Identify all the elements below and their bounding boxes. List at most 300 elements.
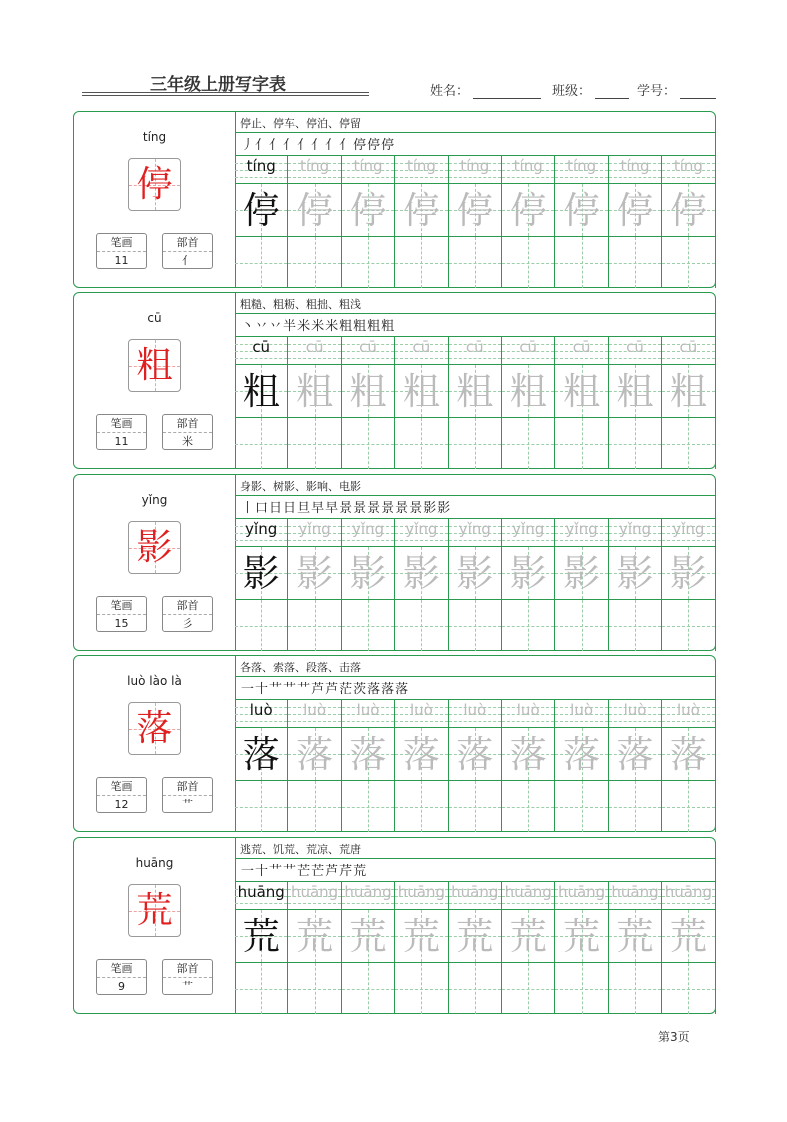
pinyin-trace: yǐng — [672, 520, 705, 538]
empty-practice-cell[interactable] — [449, 417, 502, 469]
character-practice-cell[interactable] — [502, 727, 555, 780]
character-trace: 粗 — [349, 370, 387, 413]
character-pinyin: yǐng — [141, 493, 168, 507]
character-trace: 落 — [669, 733, 707, 776]
pinyin-practice-cell[interactable] — [609, 700, 662, 727]
stroke-step: 亻 — [255, 138, 270, 153]
empty-practice-cell[interactable] — [342, 236, 395, 288]
stroke-step: 茫 — [339, 682, 354, 697]
character-practice-cell[interactable] — [449, 364, 502, 417]
character-trace: 荒 — [616, 915, 654, 958]
pinyin-practice-cell[interactable] — [662, 700, 715, 727]
stroke-step: 落 — [395, 682, 410, 697]
stroke-count-value: 15 — [114, 617, 129, 630]
stroke-step: 艹 — [269, 682, 284, 697]
grid-guide — [421, 781, 422, 832]
pinyin-trace: cū — [465, 338, 484, 356]
pinyin-practice-cell[interactable] — [395, 700, 448, 727]
pinyin-trace: cū — [359, 338, 377, 356]
character-pinyin: tíng — [142, 130, 167, 144]
character-trace: 影 — [563, 552, 601, 595]
empty-practice-cell[interactable] — [662, 236, 715, 288]
pinyin-practice-cell[interactable] — [662, 882, 715, 909]
example-words: 逃荒、饥荒、荒凉、荒唐 — [240, 843, 361, 856]
empty-practice-cell[interactable] — [449, 780, 502, 832]
empty-practice-cell[interactable] — [449, 236, 502, 288]
character-practice-cell[interactable] — [662, 183, 715, 236]
pinyin-trace: tíng — [460, 157, 490, 175]
character-practice-cell[interactable] — [235, 183, 288, 236]
character-trace: 影 — [669, 552, 707, 595]
empty-practice-cell[interactable] — [342, 599, 395, 651]
character-practice-cell[interactable] — [502, 183, 555, 236]
character-practice-cell[interactable] — [395, 546, 448, 599]
empty-practice-cell[interactable] — [288, 780, 341, 832]
empty-practice-cell[interactable] — [395, 780, 448, 832]
radical-value: 米 — [182, 435, 193, 448]
character-glyph: 荒 — [136, 890, 173, 931]
stroke-step: 米 — [311, 319, 326, 334]
pinyin-practice-cell[interactable] — [395, 882, 448, 909]
empty-practice-cell[interactable] — [555, 962, 608, 1014]
pinyin-guide-line — [288, 903, 340, 904]
pinyin-guide-line — [288, 721, 340, 722]
character-practice-cell[interactable] — [449, 909, 502, 962]
stroke-step: 亻 — [339, 138, 354, 153]
stroke-count-box — [96, 414, 147, 450]
pinyin-guide-line — [235, 177, 287, 178]
grid-guide — [582, 237, 583, 288]
grid-guide — [688, 963, 689, 1014]
grid-guide — [368, 781, 369, 832]
pinyin-practice-cell[interactable] — [449, 337, 502, 364]
stroke-step: 艹 — [283, 682, 298, 697]
pinyin-guide-line — [449, 358, 501, 359]
character-info-panel — [74, 293, 236, 468]
pinyin-practice-cell[interactable] — [235, 519, 288, 546]
character-practice-cell[interactable] — [395, 727, 448, 780]
pinyin-practice-cell[interactable] — [288, 337, 341, 364]
empty-practice-cell[interactable] — [609, 236, 662, 288]
pinyin-guide-line — [288, 540, 340, 541]
pinyin-trace: yǐng — [458, 520, 491, 538]
character-practice-cell[interactable] — [449, 183, 502, 236]
stroke-step: 落 — [381, 682, 396, 697]
empty-practice-cell[interactable] — [395, 417, 448, 469]
character-practice-cell[interactable] — [235, 909, 288, 962]
stroke-step: 芦 — [325, 682, 340, 697]
grid-guide — [315, 237, 316, 288]
character-practice-cell[interactable] — [449, 727, 502, 780]
pinyin-guide-line — [502, 358, 554, 359]
grid-guide — [368, 418, 369, 469]
character-trace: 粗 — [616, 370, 654, 413]
character-trace: 停 — [509, 189, 547, 232]
character-practice-cell[interactable] — [662, 546, 715, 599]
pinyin-practice-cell[interactable] — [288, 156, 341, 183]
grid-guide — [368, 237, 369, 288]
practice-panel — [235, 656, 715, 831]
empty-practice-cell[interactable] — [502, 962, 555, 1014]
grid-guide — [688, 418, 689, 469]
pinyin-guide-line — [395, 903, 447, 904]
pinyin-practice-cell[interactable] — [609, 882, 662, 909]
pinyin-guide-line — [235, 721, 287, 722]
character-glyph: 停 — [136, 164, 173, 205]
stroke-step: 亻 — [325, 138, 340, 153]
example-words: 各落、索落、段落、击落 — [240, 661, 361, 674]
pinyin-practice-cell[interactable] — [449, 519, 502, 546]
empty-practice-cell[interactable] — [235, 417, 288, 469]
empty-practice-cell[interactable] — [395, 236, 448, 288]
stroke-count-box — [96, 777, 147, 813]
empty-practice-cell[interactable] — [609, 599, 662, 651]
pinyin-trace: yǐng — [405, 520, 438, 538]
pinyin-guide-line — [555, 903, 607, 904]
empty-practice-cell[interactable] — [395, 599, 448, 651]
stroke-step: 丨 — [241, 501, 256, 516]
character-practice-cell[interactable] — [609, 546, 662, 599]
pinyin-guide-line — [555, 358, 607, 359]
stroke-step: 停 — [381, 138, 396, 153]
pinyin-practice-cell[interactable] — [555, 700, 608, 727]
empty-practice-cell[interactable] — [342, 417, 395, 469]
character-practice-cell[interactable] — [342, 727, 395, 780]
empty-practice-cell[interactable] — [395, 962, 448, 1014]
pinyin-trace: yǐng — [512, 520, 545, 538]
character-trace: 荒 — [563, 915, 601, 958]
title-underline — [82, 92, 369, 93]
pinyin-practice-cell[interactable] — [502, 700, 555, 727]
empty-practice-cell[interactable] — [449, 599, 502, 651]
radical-value: 彡 — [182, 617, 193, 630]
empty-practice-cell[interactable] — [662, 417, 715, 469]
grid-guide — [528, 781, 529, 832]
pinyin-practice-cell[interactable] — [235, 700, 288, 727]
character-practice-cell[interactable] — [449, 546, 502, 599]
writing-grid — [235, 337, 716, 469]
pinyin-practice-cell[interactable] — [502, 882, 555, 909]
empty-practice-cell[interactable] — [502, 780, 555, 832]
pinyin-practice-cell[interactable] — [235, 882, 288, 909]
character-practice-cell[interactable] — [662, 909, 715, 962]
stroke-step: 停 — [353, 138, 368, 153]
character-card — [73, 474, 716, 651]
pinyin-practice-cell[interactable] — [609, 519, 662, 546]
pinyin-practice-cell[interactable] — [449, 700, 502, 727]
character-practice-cell[interactable] — [555, 364, 608, 417]
character-trace: 落 — [296, 733, 334, 776]
pinyin-practice-cell[interactable] — [662, 156, 715, 183]
character-practice-cell[interactable] — [609, 727, 662, 780]
pinyin-practice-cell[interactable] — [395, 156, 448, 183]
empty-practice-cell[interactable] — [449, 962, 502, 1014]
empty-practice-cell[interactable] — [288, 599, 341, 651]
pinyin-practice-cell[interactable] — [662, 337, 715, 364]
radical-value: 艹 — [182, 798, 193, 811]
pinyin-guide-line — [662, 540, 714, 541]
pinyin-trace: cū — [626, 338, 644, 356]
pinyin-practice-cell[interactable] — [342, 337, 395, 364]
empty-practice-cell[interactable] — [609, 962, 662, 1014]
pinyin-guide-line — [342, 177, 394, 178]
pinyin-guide-line — [502, 540, 554, 541]
empty-practice-cell[interactable] — [342, 780, 395, 832]
example-words: 停止、停车、停泊、停留 — [240, 117, 361, 130]
pinyin-trace: huāng — [664, 883, 712, 901]
divider — [235, 132, 715, 133]
pinyin-guide-line — [288, 177, 340, 178]
student-number-label: 学号： — [637, 84, 677, 99]
stroke-count-label: 笔画 — [97, 960, 146, 978]
character-practice-cell[interactable] — [555, 546, 608, 599]
pinyin-trace: huāng — [504, 883, 552, 901]
pinyin-trace: cū — [412, 338, 431, 356]
grid-guide — [635, 418, 636, 469]
character-practice-cell[interactable] — [555, 909, 608, 962]
character-practice-cell[interactable] — [502, 909, 555, 962]
class-label: 班级： — [552, 84, 592, 99]
stroke-count-label: 笔画 — [97, 415, 146, 433]
stroke-count-box — [96, 233, 147, 269]
pinyin-trace: yǐng — [565, 520, 598, 538]
character-trace: 停 — [563, 189, 601, 232]
name-field[interactable] — [430, 80, 541, 99]
character-trace: 粗 — [456, 370, 494, 413]
pinyin-trace: cū — [679, 338, 698, 356]
character-practice-cell[interactable] — [395, 909, 448, 962]
writing-grid — [235, 882, 716, 1014]
empty-practice-cell[interactable] — [502, 599, 555, 651]
stroke-step: 口 — [255, 501, 270, 516]
empty-practice-cell[interactable] — [288, 962, 341, 1014]
pinyin-trace: huāng — [397, 883, 445, 901]
grid-guide — [315, 418, 316, 469]
pinyin-trace: huāng — [290, 883, 339, 901]
empty-practice-cell[interactable] — [609, 417, 662, 469]
grid-guide — [528, 963, 529, 1014]
grid-guide — [635, 963, 636, 1014]
stroke-step: 芒 — [297, 864, 312, 879]
pinyin-trace: huāng — [451, 883, 499, 901]
pinyin-guide-line — [449, 540, 501, 541]
character-practice-cell[interactable] — [235, 364, 288, 417]
pinyin-practice-cell[interactable] — [609, 337, 662, 364]
pinyin-practice-cell[interactable] — [342, 519, 395, 546]
pinyin-practice-cell[interactable] — [555, 519, 608, 546]
stroke-step: 粗 — [367, 319, 382, 334]
writing-grid — [235, 519, 716, 651]
stroke-step: 丿 — [241, 138, 256, 153]
character-trace: 落 — [563, 733, 601, 776]
pinyin-guide-line — [342, 540, 394, 541]
character-practice-cell[interactable] — [662, 364, 715, 417]
character-info-panel — [74, 838, 236, 1013]
stroke-order-sequence — [241, 315, 395, 334]
stroke-step: 一 — [241, 864, 256, 879]
character-practice-cell[interactable] — [502, 546, 555, 599]
character-pinyin: huāng — [135, 856, 174, 870]
writing-grid — [235, 156, 716, 288]
character-practice-cell[interactable] — [288, 183, 341, 236]
character-practice-cell[interactable] — [235, 546, 288, 599]
pinyin-practice-cell[interactable] — [555, 337, 608, 364]
empty-practice-cell[interactable] — [555, 599, 608, 651]
grid-guide — [475, 418, 476, 469]
pinyin-practice-cell[interactable] — [502, 519, 555, 546]
character-display-box — [128, 521, 181, 574]
stroke-step: 芦 — [325, 864, 340, 879]
pinyin-trace: luò — [409, 701, 433, 719]
pinyin-practice-cell[interactable] — [502, 156, 555, 183]
character-trace: 停 — [349, 189, 387, 232]
character-practice-cell[interactable] — [342, 546, 395, 599]
empty-practice-cell[interactable] — [502, 236, 555, 288]
empty-practice-cell[interactable] — [235, 599, 288, 651]
pinyin-practice-cell[interactable] — [502, 337, 555, 364]
empty-practice-cell[interactable] — [662, 599, 715, 651]
character-glyph: 粗 — [136, 345, 173, 386]
radical-box — [162, 414, 213, 450]
practice-panel — [235, 293, 715, 468]
grid-guide — [635, 781, 636, 832]
character-practice-cell[interactable] — [288, 546, 341, 599]
pinyin-practice-cell[interactable] — [342, 700, 395, 727]
empty-practice-cell[interactable] — [609, 780, 662, 832]
pinyin-trace: huāng — [344, 883, 392, 901]
stroke-step: 半 — [283, 319, 298, 334]
pinyin-trace: tíng — [406, 157, 436, 175]
pinyin-trace: tíng — [353, 157, 383, 175]
stroke-count-value: 11 — [114, 254, 129, 267]
empty-practice-cell[interactable] — [235, 236, 288, 288]
character-practice-cell[interactable] — [609, 909, 662, 962]
pinyin-practice-cell[interactable] — [342, 156, 395, 183]
pinyin-guide-line — [395, 540, 447, 541]
pinyin-guide-line — [555, 540, 607, 541]
pinyin-trace: cū — [305, 338, 324, 356]
character-practice-cell[interactable] — [609, 183, 662, 236]
empty-practice-cell[interactable] — [662, 780, 715, 832]
class-field[interactable] — [552, 80, 629, 99]
grid-guide — [582, 418, 583, 469]
character-practice-cell[interactable] — [395, 183, 448, 236]
character-trace: 荒 — [296, 915, 334, 958]
empty-practice-cell[interactable] — [555, 236, 608, 288]
stroke-count-value: 9 — [118, 980, 125, 993]
character-trace: 荒 — [349, 915, 387, 958]
character-practice-cell[interactable] — [342, 364, 395, 417]
character-practice-cell[interactable] — [395, 364, 448, 417]
pinyin-practice-cell[interactable] — [449, 156, 502, 183]
pinyin-practice-cell[interactable] — [288, 519, 341, 546]
pinyin-practice-cell[interactable] — [288, 882, 341, 909]
character-info-panel — [74, 112, 236, 287]
pinyin-practice-cell[interactable] — [609, 156, 662, 183]
character-practice-cell[interactable] — [555, 727, 608, 780]
pinyin-model: tíng — [246, 157, 276, 175]
character-model: 停 — [242, 189, 280, 232]
character-trace: 落 — [402, 733, 440, 776]
empty-practice-cell[interactable] — [555, 417, 608, 469]
character-practice-cell[interactable] — [288, 909, 341, 962]
character-practice-cell[interactable] — [555, 183, 608, 236]
character-practice-cell[interactable] — [502, 364, 555, 417]
character-practice-cell[interactable] — [662, 727, 715, 780]
pinyin-practice-cell[interactable] — [449, 882, 502, 909]
stroke-order-sequence — [241, 134, 395, 153]
character-pinyin: cū — [147, 311, 162, 325]
character-practice-cell[interactable] — [342, 909, 395, 962]
pinyin-practice-cell[interactable] — [555, 882, 608, 909]
pinyin-practice-cell[interactable] — [235, 337, 288, 364]
character-trace: 停 — [669, 189, 707, 232]
character-practice-cell[interactable] — [288, 364, 341, 417]
empty-practice-cell[interactable] — [555, 780, 608, 832]
grid-guide — [421, 600, 422, 651]
pinyin-trace: tíng — [300, 157, 330, 175]
pinyin-practice-cell[interactable] — [288, 700, 341, 727]
character-practice-cell[interactable] — [342, 183, 395, 236]
stroke-step: 丷 — [255, 319, 270, 334]
character-practice-cell[interactable] — [235, 727, 288, 780]
empty-practice-cell[interactable] — [288, 236, 341, 288]
pinyin-practice-cell[interactable] — [342, 882, 395, 909]
pinyin-practice-cell[interactable] — [662, 519, 715, 546]
pinyin-trace: tíng — [513, 157, 543, 175]
pinyin-trace: luò — [570, 701, 594, 719]
student-number-field[interactable] — [637, 80, 716, 99]
grid-guide — [475, 963, 476, 1014]
pinyin-trace: cū — [519, 338, 538, 356]
pinyin-guide-line — [449, 177, 501, 178]
grid-guide — [688, 600, 689, 651]
radical-label: 部首 — [163, 778, 212, 796]
empty-practice-cell[interactable] — [662, 962, 715, 1014]
empty-practice-cell[interactable] — [502, 417, 555, 469]
stroke-count-box — [96, 596, 147, 632]
stroke-step: 景 — [395, 501, 410, 516]
grid-guide — [261, 418, 262, 469]
stroke-step: 粗 — [381, 319, 396, 334]
stroke-step: 粗 — [339, 319, 354, 334]
stroke-count-value: 12 — [114, 798, 129, 811]
pinyin-practice-cell[interactable] — [235, 156, 288, 183]
pinyin-practice-cell[interactable] — [395, 519, 448, 546]
empty-practice-cell[interactable] — [342, 962, 395, 1014]
empty-practice-cell[interactable] — [288, 417, 341, 469]
character-practice-cell[interactable] — [609, 364, 662, 417]
pinyin-trace: luò — [676, 701, 700, 719]
stroke-step: 景 — [367, 501, 382, 516]
pinyin-practice-cell[interactable] — [555, 156, 608, 183]
character-trace: 荒 — [669, 915, 707, 958]
pinyin-practice-cell[interactable] — [395, 337, 448, 364]
empty-practice-cell[interactable] — [235, 962, 288, 1014]
grid-guide — [475, 237, 476, 288]
pinyin-guide-line — [662, 903, 714, 904]
stroke-step: 亻 — [283, 138, 298, 153]
character-model: 落 — [242, 733, 280, 776]
grid-guide — [368, 600, 369, 651]
character-trace: 停 — [296, 189, 334, 232]
divider — [235, 676, 715, 677]
stroke-step: 芒 — [311, 864, 326, 879]
pinyin-guide-line — [288, 358, 340, 359]
empty-practice-cell[interactable] — [235, 780, 288, 832]
character-practice-cell[interactable] — [288, 727, 341, 780]
character-display-box — [128, 339, 181, 392]
